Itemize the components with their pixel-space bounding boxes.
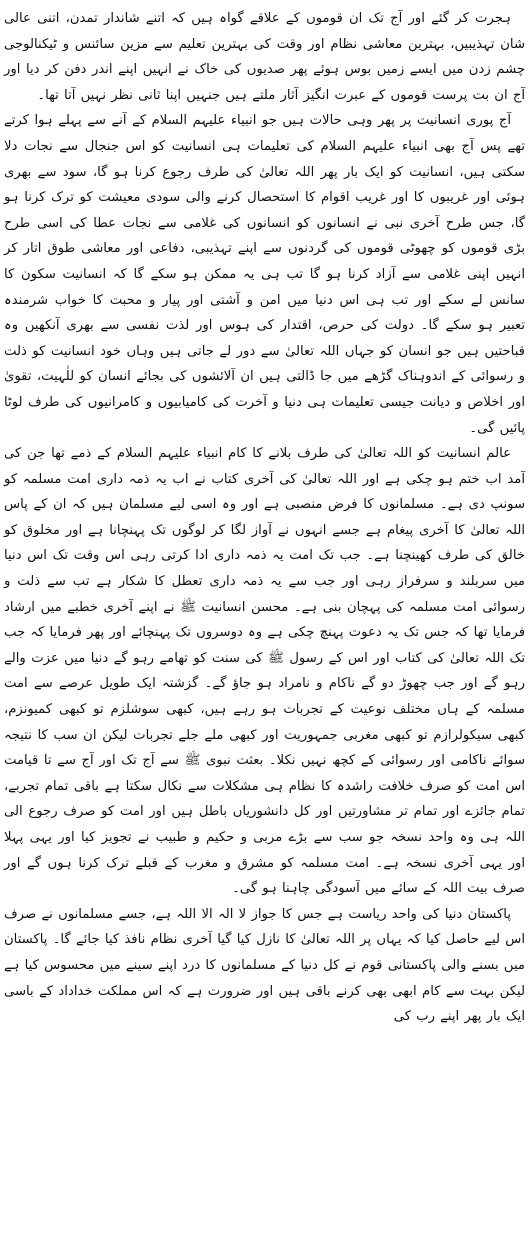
paragraph-4: پاکستان دنیا کی واحد ریاست ہے جس کا جواز لا الہ الا اللہ ہے، جسے مسلمانوں نے صرف اس لیے حاصل کیا کہ یہاں پر اللہ تعالیٰ کا نازل کیا گیا آخری نظام نافذ کیا جائے گا۔ پاکستان میں بسنے والی پاکستانی قوم نے کل دنیا کے مسلمانوں کا درد اپنے سینے میں محسوس کیا ہے لیکن بہت سے کام ابھی بھی کرنے باقی ہیں اور ضرورت ہے کہ اس مملکت خداداد کے باسی ایک بار پھر اپنے رب کی — [4, 906, 525, 1025]
paragraph-3: عالم انسانیت کو اللہ تعالیٰ کی طرف بلانے کا کام انبیاء علیہم السلام کے ذمے تھا جن کی آمد اب ختم ہو چکی ہے اور اللہ تعالیٰ کی آخری کتاب نے اب یہ ذمہ داری امت مسلمہ کو سونپ دی ہے۔ مسلمانوں کا فرض منصبی ہے اور وہ اسی لیے مسلمان ہیں کہ ان کے پاس اللہ تعالیٰ کا آخری پیغام ہے جسے انہوں نے آواز لگا کر لوگوں تک پہنچانا ہے اور مخلوق کو خالق کی طرف کھینچنا ہے۔ جب تک امت یہ ذمہ داری ادا کرتی رہی اس وقت تک اس دنیا میں سربلند و سرفراز رہی اور جب سے یہ ذمہ داری تعطل کا شکار ہے تب سے ذلت و رسوائی امت مسلمہ کی پہچان بنی ہے۔ محسن انسانیت ﷺ نے اپنے آخری خطبے میں ارشاد فرمایا تھا کہ جس تک یہ دعوت پہنچ چکی ہے وہ دوسروں تک پہنچائے اور پھر فرمایا کہ جب تک اللہ تعالیٰ کی کتاب اور اس کے رسول ﷺ کی سنت کو تھامے رہو گے دنیا میں عزت والے رہو گے اور جب چھوڑ دو گے ناکام و نامراد ہو جاؤ گے۔ گزشتہ ایک طویل عرصے سے امت مسلمہ کے ہاں مختلف نوعیت کے تجربات ہو رہے ہیں، کبھی سوشلزم تو کبھی کمیونزم، کبھی سیکولرازم تو کبھی مغربی جمہوریت اور کبھی ملے جلے تجربات لیکن ان سب کا نتیجہ سوائے ناکامی اور رسوائی کے کچھ نہیں نکلا۔ بعثت نبوی ﷺ سے آج تک اور آج سے تا قیامت اس امت کو صرف خلافت راشدہ کا نظام ہی مشکلات سے نکال سکتا ہے باقی تمام تجربے، تمام جائزے اور تمام تر مشاورتیں اور کل دانشوریاں باطل ہیں اور امت کو صرف رجوع الی اللہ ہی وہ واحد نسخہ جو سب سے بڑے مربی و حکیم و طبیب نے تجویز کیا اور یہی پہلا اور یہی آخری نسخہ ہے۔ امت مسلمہ کو مشرق و مغرب کے قبلے ترک کرنا ہوں گے اور صرف بیت اللہ کے سائے میں آسودگی چاہنا ہو گی۔ — [4, 446, 525, 897]
paragraph-1: ہجرت کر گئے اور آج تک ان قوموں کے علاقے گواہ ہیں کہ اتنے شاندار تمدن، اتنی عالی شان تہذیبیں، بہترین معاشی نظام اور وقت کی بہترین تعلیم سے مزین سائنس و ٹیکنالوجی چشم زدن میں ایسے زمیں بوس ہوئے پھر صدیوں کی خاک نے انہیں اپنے اندر دفن کر دیا اور آج ان بت پرست قوموں کے عبرت انگیز آثار ملتے ہیں جنہیں اپنا ثانی نظر نہیں آتا تھا۔ — [4, 11, 525, 103]
paragraph-2: آج پوری انسانیت پر پھر وہی حالات ہیں جو انبیاء علیہم السلام کے آنے سے پہلے ہوا کرتے تھے پس آج بھی انبیاء علیہم السلام کی تعلیمات ہی انسانیت کو اس جنجال سے نجات دلا سکتی ہیں، انسانیت کو ایک بار پھر اللہ تعالیٰ کی طرف رجوع کرنا ہو گا، سود سے بھری ہوئی اور غریبوں کا اور غریب اقوام کا استحصال کرنے والی سودی معیشت کو ترک کرنا ہو گا، جس طرح آخری نبی نے انسانوں کو انسانوں کی غلامی سے نجات عطا کی اسی طرح بڑی قوموں کو چھوٹی قوموں کی گردنوں سے اپنے تہذیبی، دفاعی اور معاشی طوق اتار کر انہیں اپنی غلامی سے آزاد کرنا ہو گا تب ہی یہ ممکن ہو سکے گا کہ انسانیت سکون کا سانس لے سکے اور تب ہی اس دنیا میں امن و آشتی اور پیار و محبت کا خواب شرمندہ تعبیر ہو سکے گا۔ دولت کی حرص، اقتدار کی ہوس اور لذت نفسی سے بھری آنکھیں وہ قباحتیں ہیں جو انسان کو جہاں اللہ تعالیٰ سے دور لے جاتی ہیں وہاں خود انسانیت کو ذلت و رسوائی کے اندوہناک گڑھے میں جا ڈالتی ہیں ان آلائشوں کی بجائے انسان کو للٰہیت، تقویٰ اور اخلاص و دیانت جیسی تعلیمات ہی دنیا و آخرت کی کامیابیوں و کامرانیوں کی طرف لوٹا پائیں گی۔ — [4, 113, 525, 436]
